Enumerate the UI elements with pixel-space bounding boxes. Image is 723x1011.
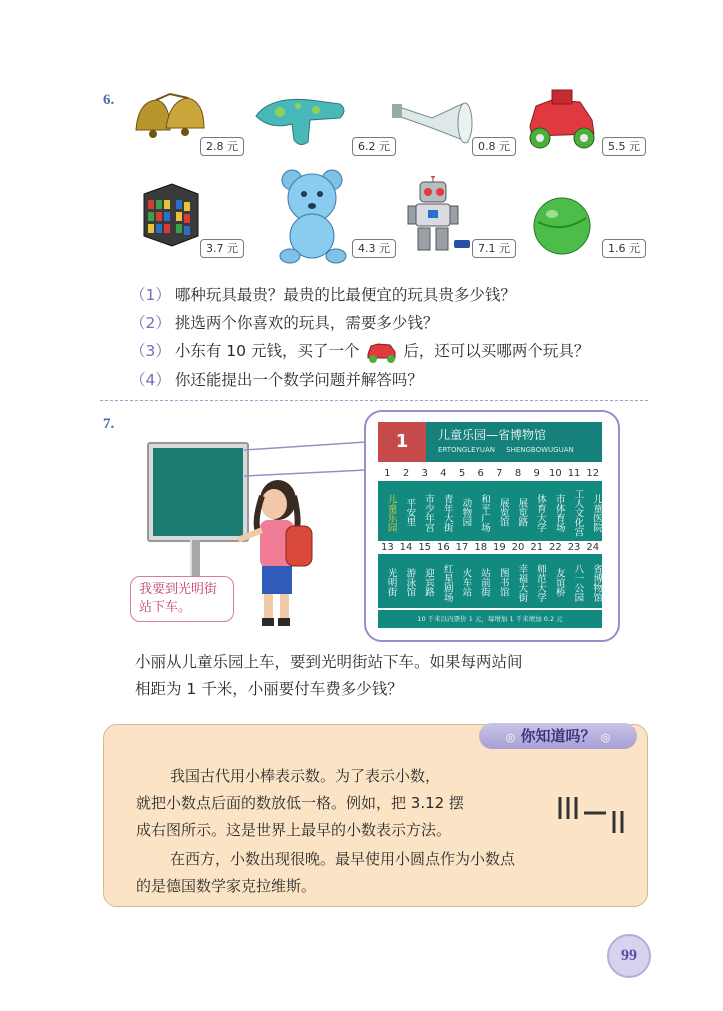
stop-number: 23 — [567, 542, 581, 553]
stop-number: 22 — [549, 542, 562, 553]
rubiks-cube-toy — [138, 180, 202, 250]
stop-name: 光明街 — [385, 568, 397, 597]
stop-number: 17 — [455, 542, 469, 553]
horn-toy — [392, 96, 478, 150]
question-4: （4） 你还能提出一个数学问题并解答吗？ — [130, 371, 423, 389]
stop-name: 友谊桥 — [553, 568, 565, 597]
stop-name: 幸福大街 — [516, 563, 528, 602]
stop-numbers-row-1 — [378, 468, 602, 479]
stop-name: 游泳馆 — [404, 568, 416, 597]
know-text-line-5: 的是德国数学家克拉维斯。 — [136, 877, 317, 895]
stop-number: 6 — [477, 468, 484, 479]
stop-name: 展览路 — [516, 498, 528, 527]
stop-name: 儿童医院 — [591, 493, 603, 532]
stop-number: 5 — [458, 468, 466, 479]
page-number: 99 — [607, 934, 651, 978]
stop-number: 11 — [567, 468, 581, 479]
problem-7-text-line-1: 小丽从儿童乐园上车，要到光明街站下车。如果每两站间 — [135, 653, 523, 671]
teddy-bear-toy — [274, 166, 354, 266]
route-pinyin: ERTONGLEYUAN SHENGBOWUGUAN — [438, 446, 574, 454]
stop-name: 展览馆 — [497, 498, 509, 527]
know-text-line-1: 我国古代用小棒表示数。为了表示小数， — [170, 767, 441, 785]
stop-name: 动物园 — [460, 498, 472, 527]
stop-name: 迎宾路 — [423, 568, 435, 597]
section-divider — [100, 400, 648, 401]
stop-number: 24 — [586, 542, 600, 553]
stop-name: 儿童乐园 — [385, 493, 397, 532]
stop-name: 平安里 — [404, 498, 416, 527]
stop-number: 2 — [402, 468, 410, 479]
stop-number: 3 — [421, 468, 428, 479]
did-you-know-title: ◎ 你知道吗？ ◎ — [479, 723, 637, 749]
stop-numbers-row-2 — [378, 542, 602, 553]
stop-name: 火车站 — [460, 568, 472, 597]
fare-rule: 10 千米以内票价 1 元，每增加 1 千米增加 0.2 元 — [378, 610, 602, 628]
route-number: 1 — [378, 422, 426, 462]
price-tag: 5.5 元 — [602, 137, 646, 156]
water-gun-toy — [250, 90, 350, 150]
stop-name: 图书馆 — [497, 568, 509, 597]
route-header — [378, 422, 602, 462]
stop-number: 7 — [496, 468, 503, 479]
girl-illustration — [234, 470, 324, 630]
stop-name: 站前街 — [479, 568, 491, 597]
price-tag: 7.1 元 — [472, 239, 516, 258]
stop-name: 市少年宫 — [423, 493, 435, 532]
price-tag: 3.7 元 — [200, 239, 244, 258]
route-map-bubble — [364, 410, 620, 642]
know-text-line-3: 成右图所示。这是世界上最早的小数表示方法。 — [136, 821, 452, 839]
did-you-know-box — [103, 724, 648, 907]
stop-number: 21 — [530, 542, 544, 553]
stop-number: 14 — [399, 542, 413, 553]
stop-name: 和平广场 — [479, 493, 491, 532]
stop-number: 9 — [533, 468, 540, 479]
stop-number: 10 — [549, 468, 562, 479]
stop-name: 市体育场 — [553, 493, 565, 532]
question-3: （3） 小东有 10 元钱，买了一个 后，还可以买哪两个玩具？ — [130, 339, 589, 364]
know-text-line-2: 就把小数点后面的数放低一格。例如，把 3.12 摆 — [136, 794, 464, 812]
stop-number: 4 — [440, 468, 447, 479]
price-tag: 6.2 元 — [352, 137, 396, 156]
robot-toy — [404, 176, 474, 256]
stop-number: 1 — [384, 468, 391, 479]
stop-number: 8 — [514, 468, 522, 479]
problem-7-text-line-2: 相距为 1 千米，小丽要付车费多少钱？ — [135, 680, 403, 698]
stop-number: 15 — [418, 542, 432, 553]
stop-names-row-1 — [378, 481, 602, 541]
speech-bubble: 我要到光明街站下车。 — [130, 576, 234, 622]
stop-number: 18 — [474, 542, 488, 553]
ball-toy — [530, 194, 594, 258]
know-text-line-4: 在西方，小数出现很晚。最早使用小圆点作为小数点 — [170, 850, 516, 868]
stop-name: 省博物馆 — [591, 563, 603, 602]
dot-icon: ◎ — [505, 731, 516, 744]
problem-7-number: 7. — [103, 416, 115, 432]
problem-6-number: 6. — [103, 92, 115, 108]
route-title: 儿童乐园—省博物馆 — [438, 428, 547, 442]
dot-icon: ◎ — [600, 731, 611, 744]
price-tag: 1.6 元 — [602, 239, 646, 258]
stop-name: 八一公园 — [572, 563, 584, 602]
stop-number: 13 — [380, 542, 394, 553]
stop-name: 师范大学 — [535, 563, 547, 602]
counting-rods-icon — [554, 793, 628, 837]
price-tag: 0.8 元 — [472, 137, 516, 156]
bells-toy — [130, 92, 210, 144]
toy-car-toy — [522, 86, 602, 156]
stop-number: 12 — [586, 468, 600, 479]
stop-name: 体育大学 — [535, 493, 547, 532]
price-tag: 4.3 元 — [352, 239, 396, 258]
stop-number: 16 — [436, 542, 450, 553]
stop-name: 青年大街 — [441, 493, 453, 532]
question-2: （2） 挑选两个你喜欢的玩具，需要多少钱？ — [130, 314, 439, 332]
stop-name: 红星剧场 — [441, 563, 453, 602]
stop-names-row-2 — [378, 554, 602, 608]
toy-car-icon — [364, 340, 398, 364]
stop-number: 19 — [493, 542, 506, 553]
question-1: （1） 哪种玩具最贵？最贵的比最便宜的玩具贵多少钱？ — [130, 286, 516, 304]
stop-number: 20 — [511, 542, 525, 553]
stop-name: 工人文化宫 — [572, 488, 584, 537]
price-tag: 2.8 元 — [200, 137, 244, 156]
